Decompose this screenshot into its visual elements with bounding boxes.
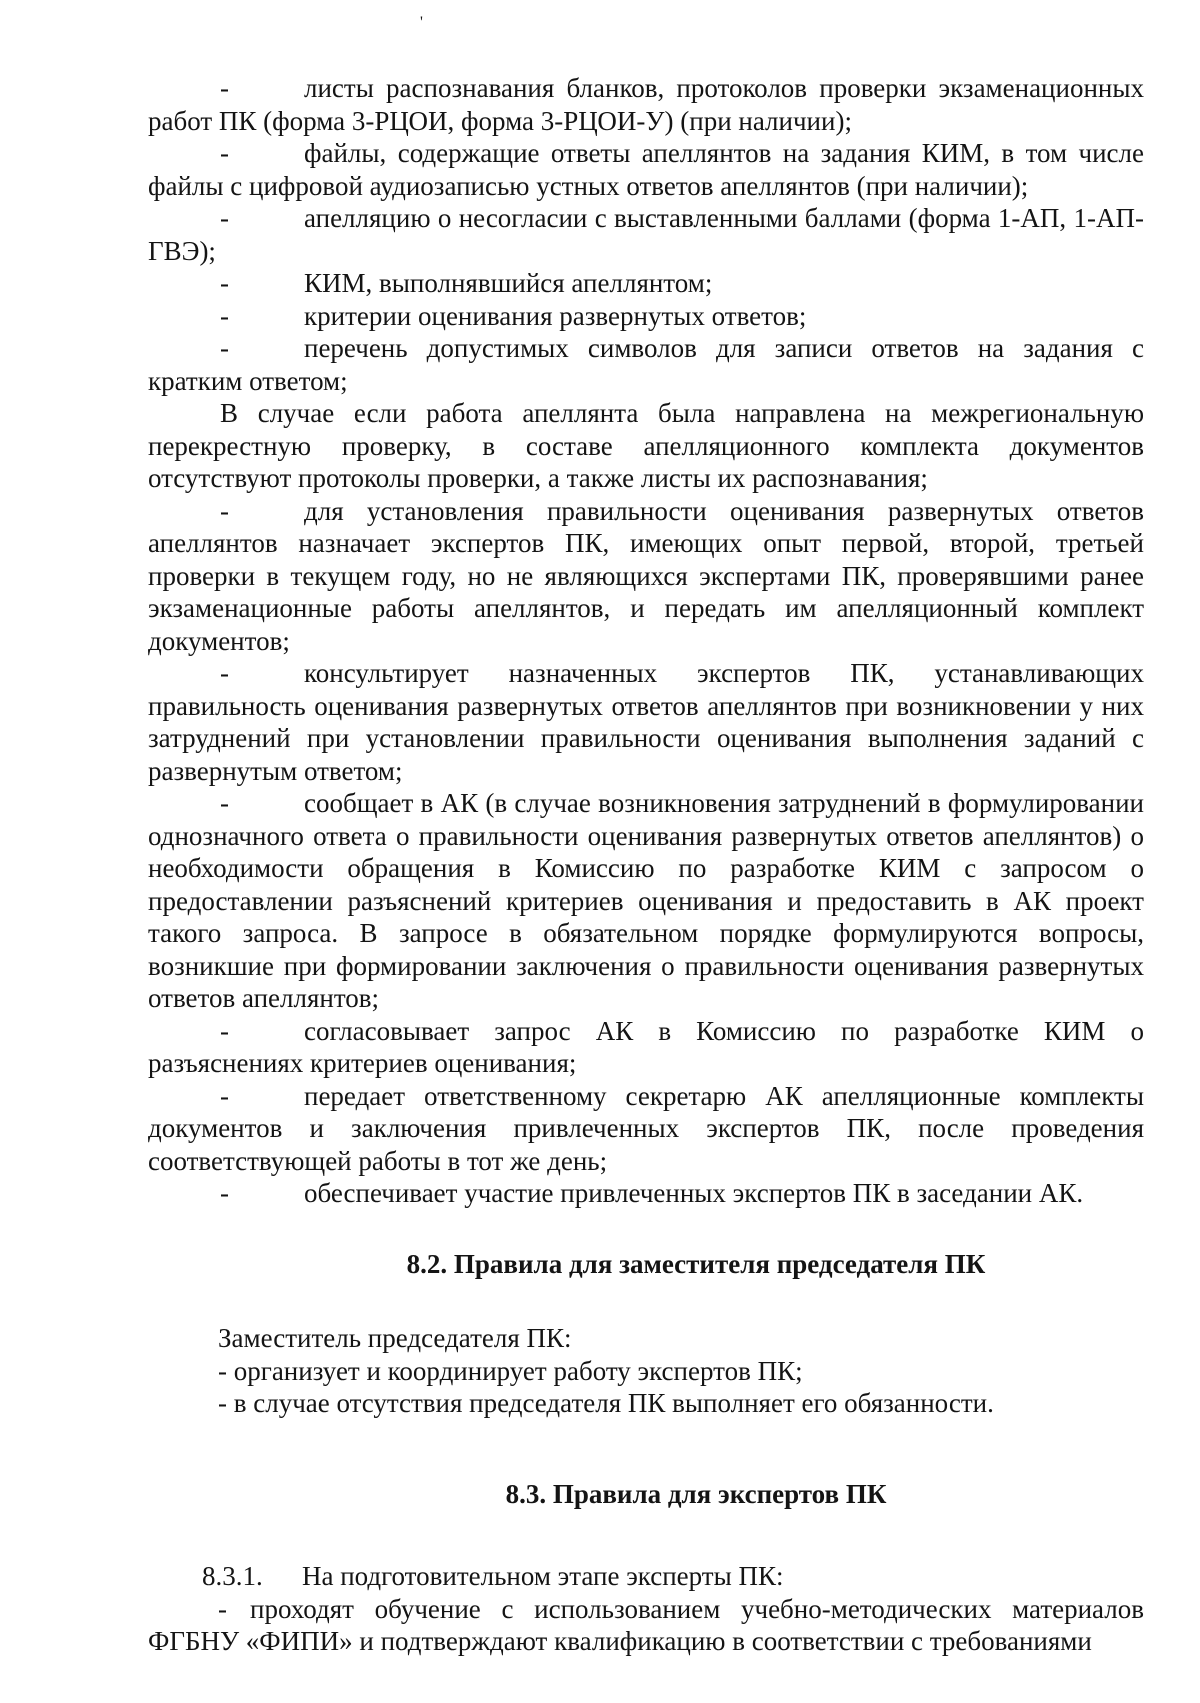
spacer [148,1210,1144,1248]
dash-marker: - [218,1593,227,1624]
bullet-list-1 [148,72,1144,397]
list-item-text: обеспечивает участие привлеченных экспертов ПК в заседании АК. [304,1178,1084,1208]
list-item [148,495,1144,658]
dash-marker: - [220,1080,229,1111]
list-item-text: перечень допустимых символов для записи ответов на задания с кратким ответом; [148,333,1144,396]
spacer [148,1420,1144,1478]
spacer [148,1510,1144,1560]
list-item-text: критерии оценивания развернутых ответов; [304,300,807,331]
list-item [148,202,1144,267]
list-item [148,267,1144,300]
list-item-text: сообщает в АК (в случае возникновения затруднений в формулировании однозначного ответа о правильности оценивания развернутых ответов апеллянтов) о необходимости обращения в Комиссию по разработке КИМ с запросом о предоставлении разъяснений критериев оценивания и предоставить в АК проект такого запроса. В запросе в обязательном порядке формулируются вопросы, возникшие при формировании заключения о правильности оценивания развернутых ответов апеллянтов; [148,788,1144,1013]
clause-text: На подготовительном этапе эксперты ПК: [302,1561,784,1591]
list-item: - организует и координирует работу экспертов ПК; [218,1355,803,1386]
dash-marker: - [220,300,229,331]
list-item [148,1177,1144,1210]
spacer [148,1280,1144,1322]
dash-marker: - [220,658,229,688]
list-item-text: файлы, содержащие ответы апеллянтов на задания КИМ, в том числе файлы с цифровой аудиозаписью устных ответов апеллянтов (при наличии); [148,138,1144,201]
dash-marker: - [220,333,229,363]
list-item-text: для установления правильности оценивания развернутых ответов апеллянтов назначает экспертов ПК, имеющих опыт первой, второй, третьей проверки в текущем году, но не являющихся экспертами ПК, проверявшими ранее экзаменационные работы апеллянтов, и передать им апелляционный комплект документов; [148,495,1144,656]
list-item: - в случае отсутствия председателя ПК выполняет его обязанности. [218,1388,994,1418]
document-body [148,72,1144,1658]
clause-8-3-1 [148,1560,1144,1593]
list-item [148,787,1144,1015]
section-heading-8-3: 8.3. Правила для экспертов ПК [505,1478,887,1509]
list-item [148,1080,1144,1178]
list-item-text: согласовывает запрос АК в Комиссию по разработке КИМ о разъяснениях критериев оценивания; [148,1015,1144,1078]
dash-marker: - [220,788,229,818]
list-item-text: КИМ, выполнявшийся апеллянтом; [304,268,713,298]
dash-marker: - [220,73,229,103]
list-item [148,300,1144,333]
list-item [148,1015,1144,1080]
list-item-text: передает ответственному секретарю АК апелляционные комплекты документов и заключения привлеченных экспертов ПК, после проведения соответствующей работы в тот же день; [148,1080,1144,1176]
section-heading-8-2: 8.2. Правила для заместителя председателя ПК [406,1248,986,1279]
dash-marker: - [220,1178,229,1208]
cross-check-paragraph: В случае если работа апеллянта была направлена на межрегиональную перекрестную проверку, в составе апелляционного комплекта документов отсутствуют протоколы проверки, а также листы их распознавания; [148,398,1144,493]
dash-marker: - [220,203,229,233]
list-item-text: консультирует назначенных экспертов ПК, устанавливающих правильность оценивания развернутых ответов апеллянтов при возникновении у них затруднений при установлении правильности оценивания выполнения заданий с развернутым ответом; [148,658,1144,786]
page-mark: ' [420,14,423,31]
list-item [148,72,1144,137]
clause-number: 8.3.1. [202,1561,263,1591]
list-item-text: проходят обучение с использованием учебно-методических материалов ФГБНУ «ФИПИ» и подтверждают квалификацию в соответствии с требованиями [148,1593,1144,1656]
bullet-list-2 [148,495,1144,1210]
dash-marker: - [220,268,229,298]
list-item [148,657,1144,787]
dash-marker: - [220,138,229,168]
list-item [148,137,1144,202]
list-item-text: листы распознавания бланков, протоколов проверки экзаменационных работ ПК (форма 3-РЦОИ, форма 3-РЦОИ-У) (при наличии); [148,73,1144,136]
list-item [148,332,1144,397]
list-item [148,1593,1144,1658]
dash-marker: - [220,1015,229,1046]
section-8-2-intro: Заместитель председателя ПК: [218,1323,572,1353]
dash-marker: - [220,495,229,526]
list-item-text: апелляцию о несогласии с выставленными баллами (форма 1-АП, 1-АП-ГВЭ); [148,203,1144,266]
